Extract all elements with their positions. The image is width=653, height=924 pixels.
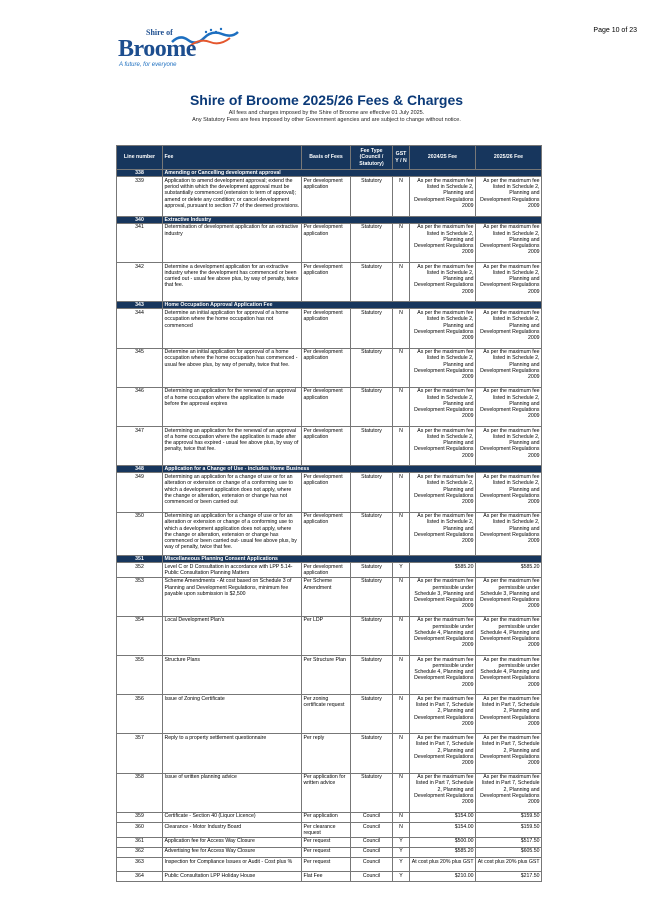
cell-fee-2025-26: As per the maximum fee listed in Schedule 2, Planning and Development Regulations 2009 (476, 512, 542, 555)
cell-gst: N (393, 263, 410, 302)
cell-gst: N (393, 734, 410, 773)
section-line-number: 338 (117, 170, 163, 177)
cell-basis: Per development application (302, 512, 351, 555)
col-fee-2024-25: 2024/25 Fee (410, 146, 476, 170)
cell-gst: Y (393, 563, 410, 578)
cell-fee-2025-26: $517.50 (476, 837, 542, 847)
cell-fee-type: Statutory (351, 563, 393, 578)
table-row (117, 263, 542, 302)
cell-basis: Per development application (302, 473, 351, 512)
cell-fee-2025-26: $159.50 (476, 823, 542, 838)
cell-fee-type: Council (351, 858, 393, 872)
cell-basis: Per LDP (302, 616, 351, 655)
cell-fee-2024-25: $585.20 (410, 563, 476, 578)
cell-fee-type: Statutory (351, 223, 393, 262)
cell-line-number: 344 (117, 309, 163, 348)
cell-fee-2025-26: As per the maximum fee listed in Schedule 2, Planning and Development Regulations 2009 (476, 427, 542, 466)
cell-fee: Application to amend development approval; extend the period within which the development approval must be substantially commenced (extension to term of approval); amend or delete any condition; or cancel development approval, pursuant to section 77 of the deemed provisions. (163, 177, 302, 216)
section-row (117, 466, 542, 473)
section-line-number: 348 (117, 466, 163, 473)
table-row (117, 616, 542, 655)
cell-gst: N (393, 473, 410, 512)
cell-fee-type: Statutory (351, 348, 393, 387)
cell-line-number: 364 (117, 872, 163, 882)
cell-fee-2024-25: At cost plus 20% plus GST (410, 858, 476, 872)
cell-gst: N (393, 387, 410, 426)
subtitle-effective: All fees and charges imposed by the Shire of Broome are effective 01 July 2025. (228, 110, 425, 116)
col-fee-2025-26: 2025/26 Fee (476, 146, 542, 170)
cell-gst: N (393, 616, 410, 655)
section-row (117, 170, 542, 177)
cell-fee-2025-26: As per the maximum fee listed in Schedule 2, Planning and Development Regulations 2009 (476, 223, 542, 262)
cell-fee-type: Statutory (351, 773, 393, 812)
cell-basis: Per development application (302, 427, 351, 466)
table-row (117, 858, 542, 872)
cell-line-number: 362 (117, 847, 163, 857)
cell-fee-2024-25: As per the maximum fee listed in Schedule 2, Planning and Development Regulations 2009 (410, 348, 476, 387)
cell-fee-2025-26: As per the maximum fee listed in Schedule 2, Planning and Development Regulations 2009 (476, 473, 542, 512)
cell-line-number: 360 (117, 823, 163, 838)
table-row (117, 512, 542, 555)
cell-fee-2024-25: As per the maximum fee listed in Schedule 2, Planning and Development Regulations 2009 (410, 309, 476, 348)
table-row (117, 773, 542, 812)
table-row (117, 656, 542, 695)
cell-fee: Advertising fee for Access Way Closure (163, 847, 302, 857)
cell-fee-2025-26: As per the maximum fee listed in Part 7, Schedule 2, Planning and Development Regulations 2009 (476, 695, 542, 734)
cell-fee: Determination of development application for an extractive industry (163, 223, 302, 262)
cell-fee-2025-26: As per the maximum fee listed in Schedule 2, Planning and Development Regulations 2009 (476, 387, 542, 426)
cell-fee-2024-25: As per the maximum fee listed in Part 7, Schedule 2, Planning and Development Regulations 2009 (410, 695, 476, 734)
cell-fee-2024-25: As per the maximum fee listed in Schedule 2, Planning and Development Regulations 2009 (410, 223, 476, 262)
table-row (117, 177, 542, 216)
cell-fee-type: Statutory (351, 695, 393, 734)
cell-line-number: 358 (117, 773, 163, 812)
cell-fee-2024-25: As per the maximum fee listed in Schedule 2, Planning and Development Regulations 2009 (410, 177, 476, 216)
cell-gst: N (393, 656, 410, 695)
cell-fee: Issue of written planning advice (163, 773, 302, 812)
cell-line-number: 357 (117, 734, 163, 773)
cell-gst: Y (393, 847, 410, 857)
section-title: Application for a Change of Use - includes Home Business (163, 466, 542, 473)
cell-fee-2025-26: As per the maximum fee listed in Part 7, Schedule 2, Planning and Development Regulations 2009 (476, 734, 542, 773)
cell-fee: Determining an application for the renewal of an approval of a home occupation where the application is made before the approval expires (163, 387, 302, 426)
cell-fee-2024-25: As per the maximum fee listed in Schedule 2, Planning and Development Regulations 2009 (410, 512, 476, 555)
table-row (117, 563, 542, 578)
cell-fee-2024-25: $154.00 (410, 823, 476, 838)
cell-gst: N (393, 773, 410, 812)
cell-fee-2025-26: $159.50 (476, 812, 542, 822)
cell-gst: N (393, 427, 410, 466)
cell-basis: Per request (302, 837, 351, 847)
table-row (117, 847, 542, 857)
col-fee-type: Fee Type (Council / Statutory) (351, 146, 393, 170)
cell-fee: Level C or D Consultation in accordance with LPP 5.14- Public Consultation Planning Matters (163, 563, 302, 578)
cell-basis: Per application (302, 812, 351, 822)
cell-fee-2024-25: As per the maximum fee listed in Schedule 2, Planning and Development Regulations 2009 (410, 263, 476, 302)
cell-line-number: 354 (117, 616, 163, 655)
cell-fee-2024-25: As per the maximum fee permissible under Schedule 4, Planning and Development Regulations 2009 (410, 616, 476, 655)
cell-basis: Per reply (302, 734, 351, 773)
cell-fee-2024-25: As per the maximum fee listed in Schedule 2, Planning and Development Regulations 2009 (410, 473, 476, 512)
cell-line-number: 341 (117, 223, 163, 262)
cell-fee-type: Statutory (351, 473, 393, 512)
cell-fee-type: Statutory (351, 309, 393, 348)
table-row (117, 387, 542, 426)
cell-fee-type: Statutory (351, 656, 393, 695)
cell-fee-2025-26: As per the maximum fee listed in Schedule 2, Planning and Development Regulations 2009 (476, 263, 542, 302)
cell-fee-2025-26: $217.50 (476, 872, 542, 882)
cell-line-number: 339 (117, 177, 163, 216)
cell-basis: Per development application (302, 223, 351, 262)
cell-basis: Per development application (302, 263, 351, 302)
cell-fee: Public Consultation LPP Holiday House (163, 872, 302, 882)
section-title: Amending or Cancelling development approval (163, 170, 542, 177)
cell-line-number: 346 (117, 387, 163, 426)
table-row (117, 812, 542, 822)
cell-fee-2024-25: As per the maximum fee listed in Part 7, Schedule 2, Planning and Development Regulations 2009 (410, 734, 476, 773)
cell-fee-type: Council (351, 872, 393, 882)
cell-fee-type: Statutory (351, 177, 393, 216)
section-title: Home Occupation Approval Application Fee (163, 302, 542, 309)
cell-fee: Clearance - Motor Industry Board (163, 823, 302, 838)
cell-line-number: 350 (117, 512, 163, 555)
cell-fee-2024-25: As per the maximum fee listed in Schedule 2, Planning and Development Regulations 2009 (410, 387, 476, 426)
cell-line-number: 359 (117, 812, 163, 822)
section-row (117, 555, 542, 562)
cell-gst: Y (393, 858, 410, 872)
cell-fee: Determining an application for a change of use or for an alteration or extension or change of a conforming use to which a development application does not apply, where the change or alteration, extension or change has commenced or been carried out- usual fee above plus, by way of penalty, twice that fee. (163, 512, 302, 555)
section-row (117, 302, 542, 309)
section-line-number: 340 (117, 216, 163, 223)
table-row (117, 309, 542, 348)
cell-basis: Per zoning certificate request (302, 695, 351, 734)
cell-fee-2024-25: $210.00 (410, 872, 476, 882)
cell-fee-2025-26: As per the maximum fee permissible under Schedule 4, Planning and Development Regulations 2009 (476, 616, 542, 655)
table-row (117, 695, 542, 734)
cell-fee-2025-26: $585.20 (476, 563, 542, 578)
cell-fee-2025-26: $605.50 (476, 847, 542, 857)
table-row (117, 823, 542, 838)
cell-basis: Per Structure Plan (302, 656, 351, 695)
cell-line-number: 355 (117, 656, 163, 695)
table-header-row (117, 146, 542, 170)
page-number: Page 10 of 23 (593, 27, 637, 34)
cell-gst: N (393, 812, 410, 822)
cell-fee-2025-26: As per the maximum fee listed in Schedule 2, Planning and Development Regulations 2009 (476, 348, 542, 387)
cell-fee-type: Statutory (351, 616, 393, 655)
cell-gst: Y (393, 872, 410, 882)
table-row (117, 734, 542, 773)
cell-line-number: 342 (117, 263, 163, 302)
cell-fee-type: Statutory (351, 734, 393, 773)
cell-basis: Per Scheme Amendment (302, 577, 351, 616)
cell-basis: Per development application (302, 177, 351, 216)
table-row (117, 427, 542, 466)
cell-fee-2024-25: $500.00 (410, 837, 476, 847)
cell-fee: Reply to a property settlement questionnaire (163, 734, 302, 773)
subtitle-statutory: Any Statutory Fees are fees imposed by other Government agencies and are subject to change without notice. (192, 117, 461, 123)
cell-gst: N (393, 823, 410, 838)
cell-fee: Application fee for Access Way Closure (163, 837, 302, 847)
cell-basis: Per request (302, 847, 351, 857)
cell-fee: Determine an initial application for approval of a home occupation where the home occupation has not commenced (163, 309, 302, 348)
cell-line-number: 345 (117, 348, 163, 387)
cell-fee-type: Council (351, 812, 393, 822)
cell-fee-2024-25: As per the maximum fee permissible under Schedule 4, Planning and Development Regulations 2009 (410, 656, 476, 695)
cell-fee-type: Statutory (351, 577, 393, 616)
cell-fee-type: Council (351, 823, 393, 838)
cell-fee-2024-25: As per the maximum fee listed in Part 7, Schedule 2, Planning and Development Regulations 2009 (410, 773, 476, 812)
cell-gst: N (393, 348, 410, 387)
section-title: Miscellaneous Planning Consent Applications (163, 555, 542, 562)
col-basis: Basis of Fees (302, 146, 351, 170)
cell-fee: Scheme Amendments - At cost based on Schedule 3 of Planning and Development Regulations, minimum fee payable upon submission is $2,500 (163, 577, 302, 616)
cell-fee-type: Council (351, 837, 393, 847)
cell-fee-2024-25: $154.00 (410, 812, 476, 822)
cell-gst: N (393, 223, 410, 262)
table-row (117, 837, 542, 847)
cell-basis: Per development application (302, 563, 351, 578)
cell-line-number: 363 (117, 858, 163, 872)
section-row (117, 216, 542, 223)
table-row (117, 223, 542, 262)
cell-fee: Determine an initial application for approval of a home occupation where the home occupation has commenced - usual fee above plus, by way of penalty, twice that fee. (163, 348, 302, 387)
cell-fee: Local Development Plan's (163, 616, 302, 655)
cell-fee: Determining an application for the renewal of an approval of a home occupation where the application is made after the approval has expired - usual fee above plus, by way of penalty, twice that fee. (163, 427, 302, 466)
cell-basis: Per application for written advice (302, 773, 351, 812)
section-line-number: 343 (117, 302, 163, 309)
cell-fee: Issue of Zoning Certificate (163, 695, 302, 734)
cell-fee: Certificate - Section 40 (Liquor Licence) (163, 812, 302, 822)
cell-fee-2025-26: As per the maximum fee listed in Schedule 2, Planning and Development Regulations 2009 (476, 309, 542, 348)
cell-fee-2024-25: As per the maximum fee permissible under Schedule 3, Planning and Development Regulations 2009 (410, 577, 476, 616)
cell-gst: Y (393, 837, 410, 847)
cell-fee-2025-26: As per the maximum fee listed in Schedule 2, Planning and Development Regulations 2009 (476, 177, 542, 216)
cell-fee: Inspection for Compliance Issues or Audit - Cost plus % (163, 858, 302, 872)
cell-fee-type: Statutory (351, 427, 393, 466)
cell-gst: N (393, 695, 410, 734)
table-row (117, 577, 542, 616)
cell-gst: N (393, 577, 410, 616)
cell-fee-type: Statutory (351, 512, 393, 555)
cell-fee-2025-26: As per the maximum fee permissible under Schedule 4, Planning and Development Regulations 2009 (476, 656, 542, 695)
cell-fee-2024-25: As per the maximum fee listed in Schedule 2, Planning and Development Regulations 2009 (410, 427, 476, 466)
cell-gst: N (393, 512, 410, 555)
fees-table (116, 145, 542, 882)
cell-basis: Per development application (302, 348, 351, 387)
cell-basis: Flat Fee (302, 872, 351, 882)
cell-basis: Per clearance request (302, 823, 351, 838)
cell-fee: Determining an application for a change of use or for an alteration or extension or change of a conforming use to which a development application does not apply, where the change or alteration, extension or change has not commenced or been carried out (163, 473, 302, 512)
cell-fee: Determine a development application for an extractive industry where the development has commenced or been carried out - usual fee above plus, by way of penalty, twice that fee. (163, 263, 302, 302)
cell-fee-type: Council (351, 847, 393, 857)
shire-logo: Shire of Broome A future, for everyone (118, 26, 238, 72)
section-line-number: 351 (117, 555, 163, 562)
cell-line-number: 361 (117, 837, 163, 847)
cell-fee-2024-25: $585.20 (410, 847, 476, 857)
cell-basis: Per development application (302, 387, 351, 426)
cell-fee-2025-26: As per the maximum fee listed in Part 7, Schedule 2, Planning and Development Regulations 2009 (476, 773, 542, 812)
table-row (117, 872, 542, 882)
cell-gst: N (393, 177, 410, 216)
cell-line-number: 347 (117, 427, 163, 466)
cell-basis: Per development application (302, 309, 351, 348)
col-fee: Fee (163, 146, 302, 170)
cell-line-number: 353 (117, 577, 163, 616)
cell-fee-2025-26: As per the maximum fee permissible under Schedule 3, Planning and Development Regulations 2009 (476, 577, 542, 616)
cell-fee-type: Statutory (351, 263, 393, 302)
table-row (117, 348, 542, 387)
section-title: Extractive Industry (163, 216, 542, 223)
table-row (117, 473, 542, 512)
cell-basis: Per request (302, 858, 351, 872)
cell-gst: N (393, 309, 410, 348)
cell-line-number: 349 (117, 473, 163, 512)
cell-line-number: 352 (117, 563, 163, 578)
cell-fee-2025-26: At cost plus 20% plus GST (476, 858, 542, 872)
page-title: Shire of Broome 2025/26 Fees & Charges (189, 92, 464, 108)
cell-line-number: 356 (117, 695, 163, 734)
col-line-number: Line number (117, 146, 163, 170)
col-gst: GST Y / N (393, 146, 410, 170)
cell-fee: Structure Plans (163, 656, 302, 695)
cell-fee-type: Statutory (351, 387, 393, 426)
